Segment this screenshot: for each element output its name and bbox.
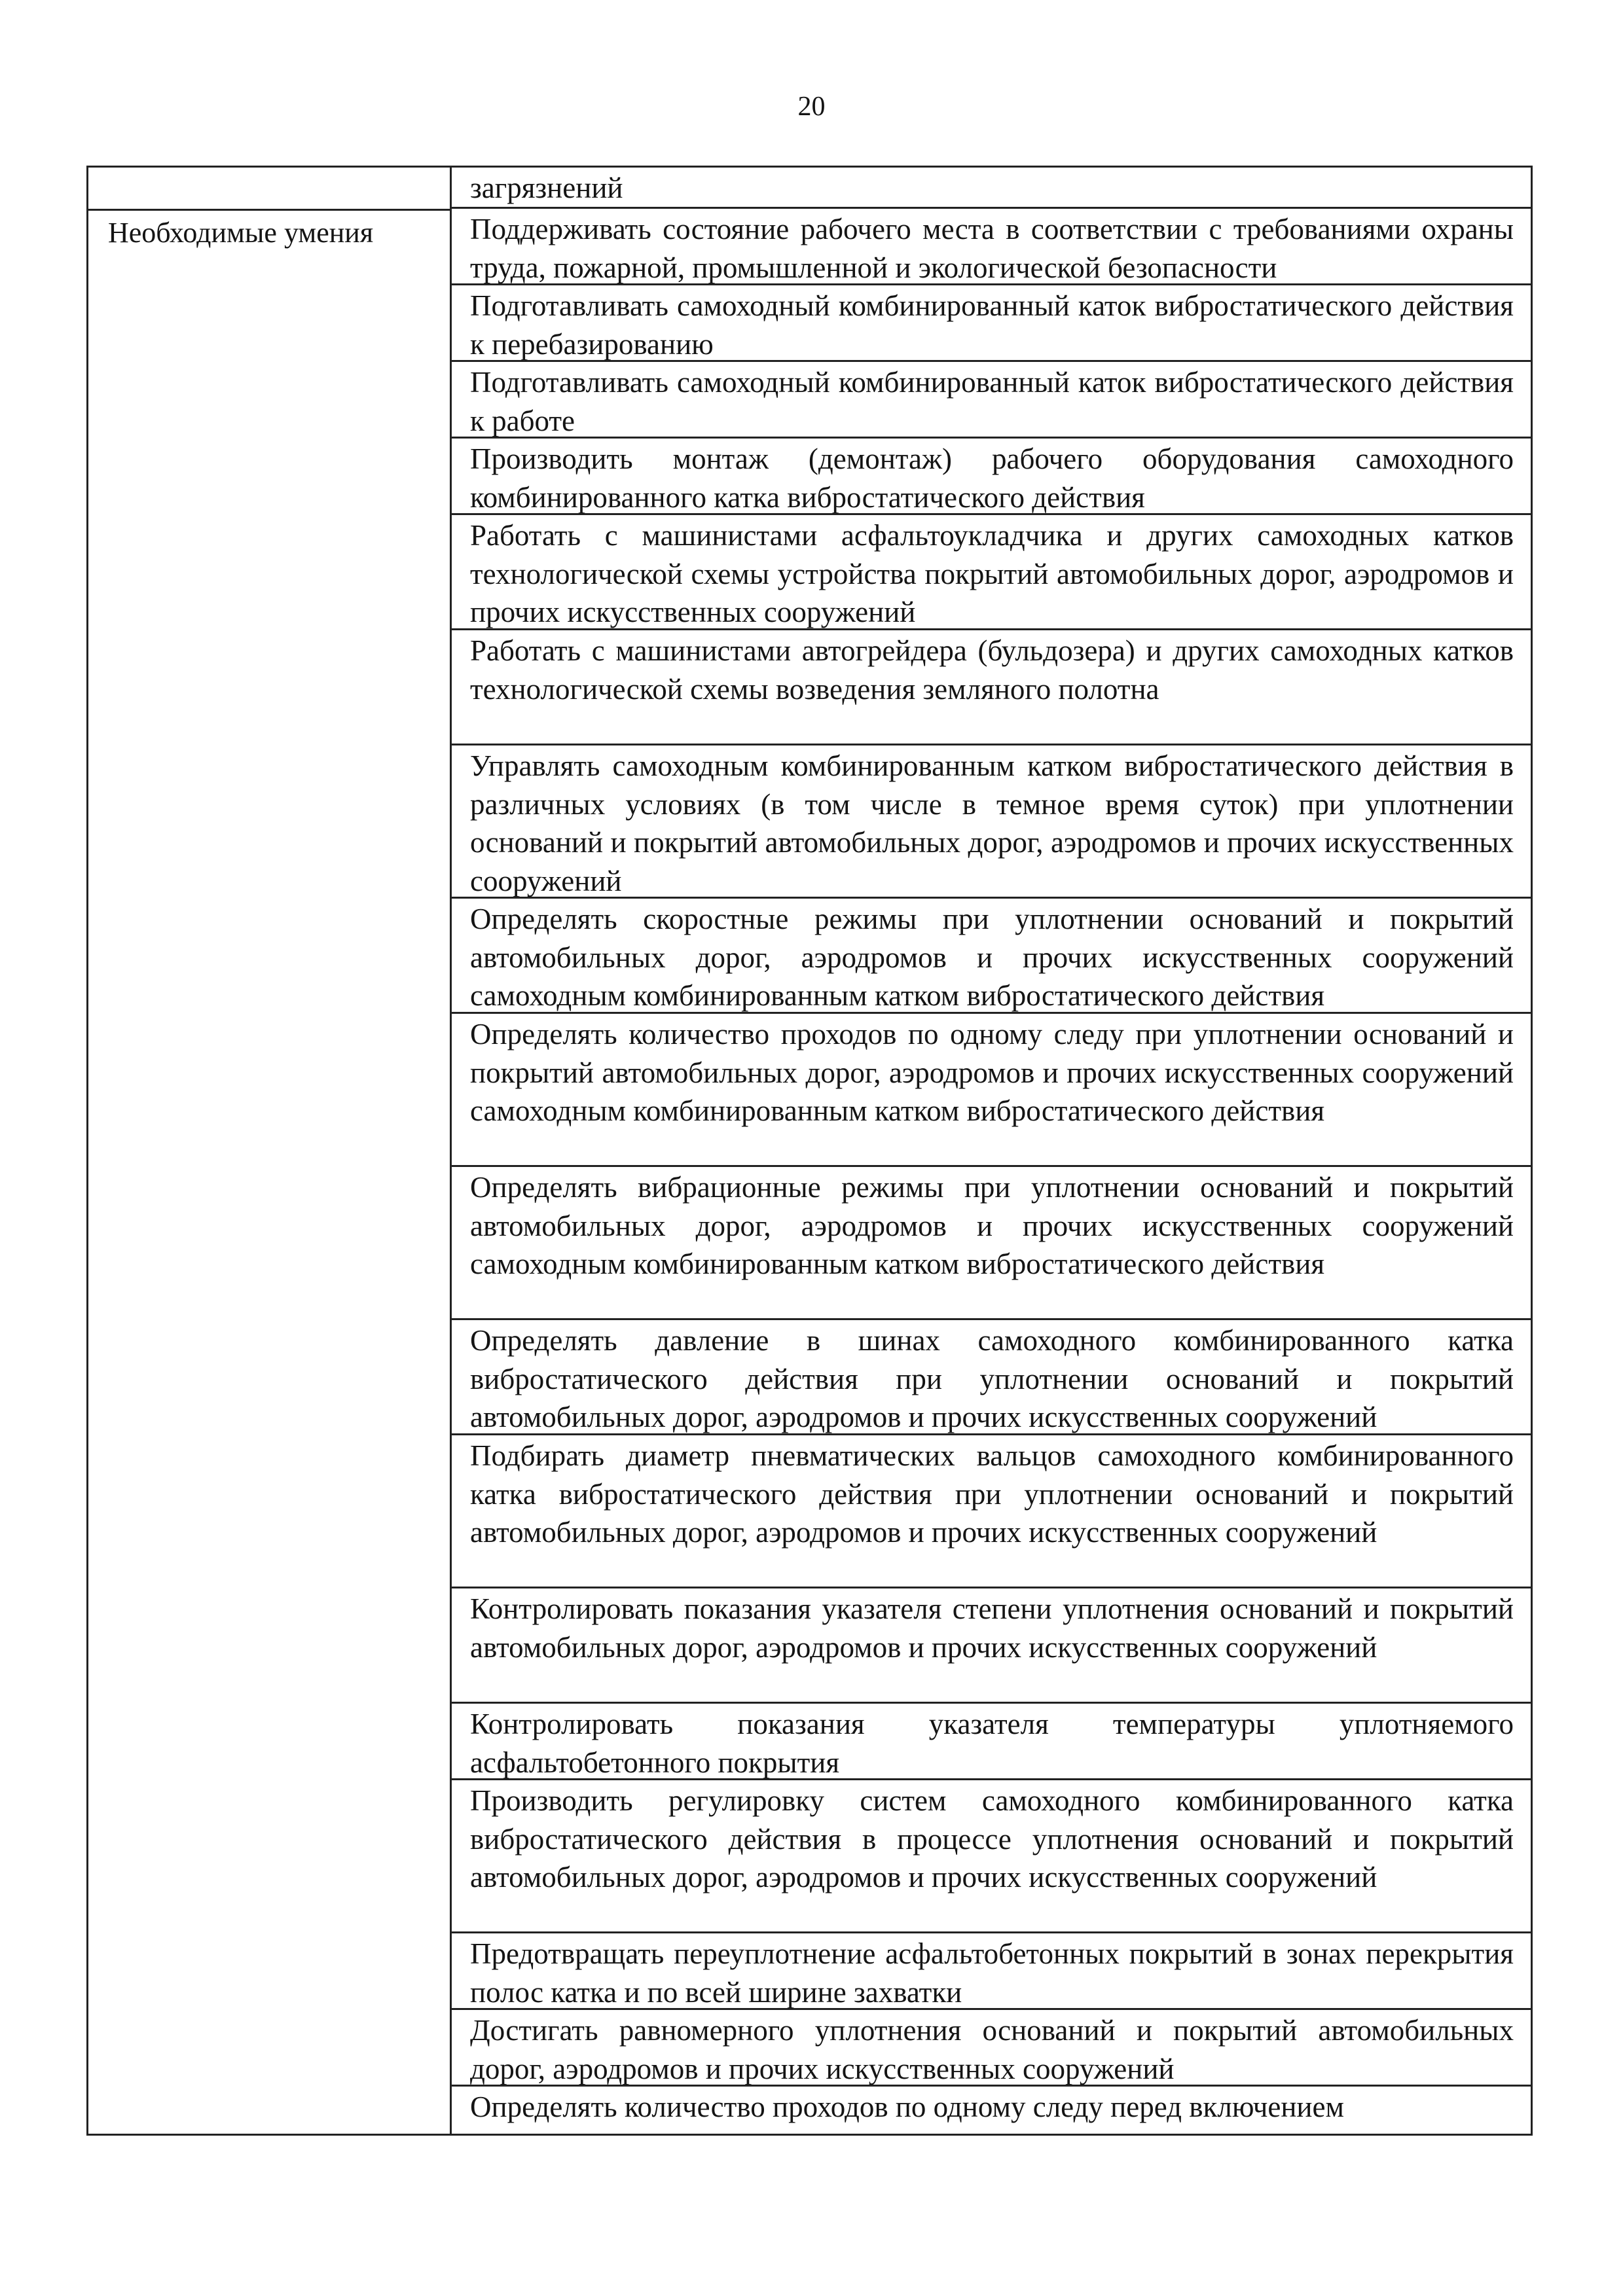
table-row-text: Определять вибрационные режимы при уплотнении оснований и покрытий автомобильных дорог, аэродромов и прочих искусственных сооружений самоходным комбинированным катком вибростатического действия (470, 1171, 1514, 1280)
table-row-text: Определять скоростные режимы при уплотнении оснований и покрытий автомобильных дорог, аэродромов и прочих искусственных сооружений самоходным комбинированным катком вибростатического действия (470, 903, 1514, 1012)
table-label-cell-continued (88, 168, 450, 211)
table-row-text: Подготавливать самоходный комбинированный каток вибростатического действия к работе (470, 366, 1514, 437)
table-row (452, 515, 1531, 630)
table-row (452, 1320, 1531, 1435)
table-row-text: Производить регулировку систем самоходного комбинированного катка вибростатического действия в процессе уплотнения оснований и покрытий автомобильных дорог, аэродромов и прочих искусственных сооружений (470, 1784, 1514, 1893)
table-row (452, 1435, 1531, 1588)
table-row (452, 168, 1531, 209)
table-row-text: Достигать равномерного уплотнения оснований и покрытий автомобильных дорог, аэродромов и прочих искусственных сооружений (470, 2014, 1514, 2085)
table-row (452, 630, 1531, 745)
table-row-text: Работать с машинистами асфальтоукладчика и других самоходных катков технологической схемы устройства покрытий автомобильных дорог, аэродромов и прочих искусственных сооружений (470, 519, 1514, 628)
table-row (452, 439, 1531, 515)
table-row (452, 1933, 1531, 2010)
table-row-text: Контролировать показания указателя степени уплотнения оснований и покрытий автомобильных дорог, аэродромов и прочих искусственных сооружений (470, 1592, 1514, 1664)
table-row (452, 1588, 1531, 1704)
table-row-text: Определять давление в шинах самоходного комбинированного катка вибростатического действия при уплотнении оснований и покрытий автомобильных дорог, аэродромов и прочих искусственных сооружений (470, 1324, 1514, 1433)
table-row-text: Подготавливать самоходный комбинированный каток вибростатического действия к перебазированию (470, 289, 1514, 361)
table-row-text: Поддерживать состояние рабочего места в соответствии с требованиями охраны труда, пожарной, промышленной и экологической безопасности (470, 213, 1514, 284)
table-row (452, 1780, 1531, 1933)
table-row (452, 1014, 1531, 1167)
table-row (452, 209, 1531, 285)
table-row (452, 1167, 1531, 1320)
table-row-text: Контролировать показания указателя температуры уплотняемого асфальтобетонного покрытия (470, 1708, 1514, 1779)
table-label-cell-skills: Необходимые умения (108, 217, 374, 249)
table-row-text: Подбирать диаметр пневматических вальцов самоходного комбинированного катка вибростатического действия при уплотнении оснований и покрытий автомобильных дорог, аэродромов и прочих искусственных сооружений (470, 1439, 1514, 1549)
table-label-column (86, 166, 452, 2136)
table-row (452, 362, 1531, 439)
table-row (452, 285, 1531, 362)
table-row (452, 2087, 1531, 2134)
table-row-text: Определять количество проходов по одному следу перед включением (470, 2090, 1344, 2123)
table-skills-column (450, 166, 1533, 2136)
table-row (452, 899, 1531, 1014)
table-row-text: Работать с машинистами автогрейдера (бульдозера) и других самоходных катков технологической схемы возведения земляного полотна (470, 634, 1514, 706)
page-number: 20 (797, 92, 826, 122)
table-row (452, 1704, 1531, 1780)
table-row-text: Предотвращать переуплотнение асфальтобетонных покрытий в зонах перекрытия полос катка и по всей ширине захватки (470, 1937, 1514, 2009)
table-row-text: Определять количество проходов по одному следу при уплотнении оснований и покрытий автомобильных дорог, аэродромов и прочих искусственных сооружений самоходным комбинированным катком вибростатического действия (470, 1018, 1514, 1127)
table-row-text: Управлять самоходным комбинированным катком вибростатического действия в различных условиях (в том числе в темное время суток) при уплотнении оснований и покрытий автомобильных дорог, аэродромов и прочих искусственных сооружений (470, 749, 1514, 897)
table-row-text: Производить монтаж (демонтаж) рабочего оборудования самоходного комбинированного катка вибростатического действия (470, 442, 1514, 514)
table-row (452, 2010, 1531, 2087)
table-row-text: загрязнений (470, 171, 623, 204)
skills-table (86, 166, 1533, 2136)
table-row (452, 745, 1531, 899)
